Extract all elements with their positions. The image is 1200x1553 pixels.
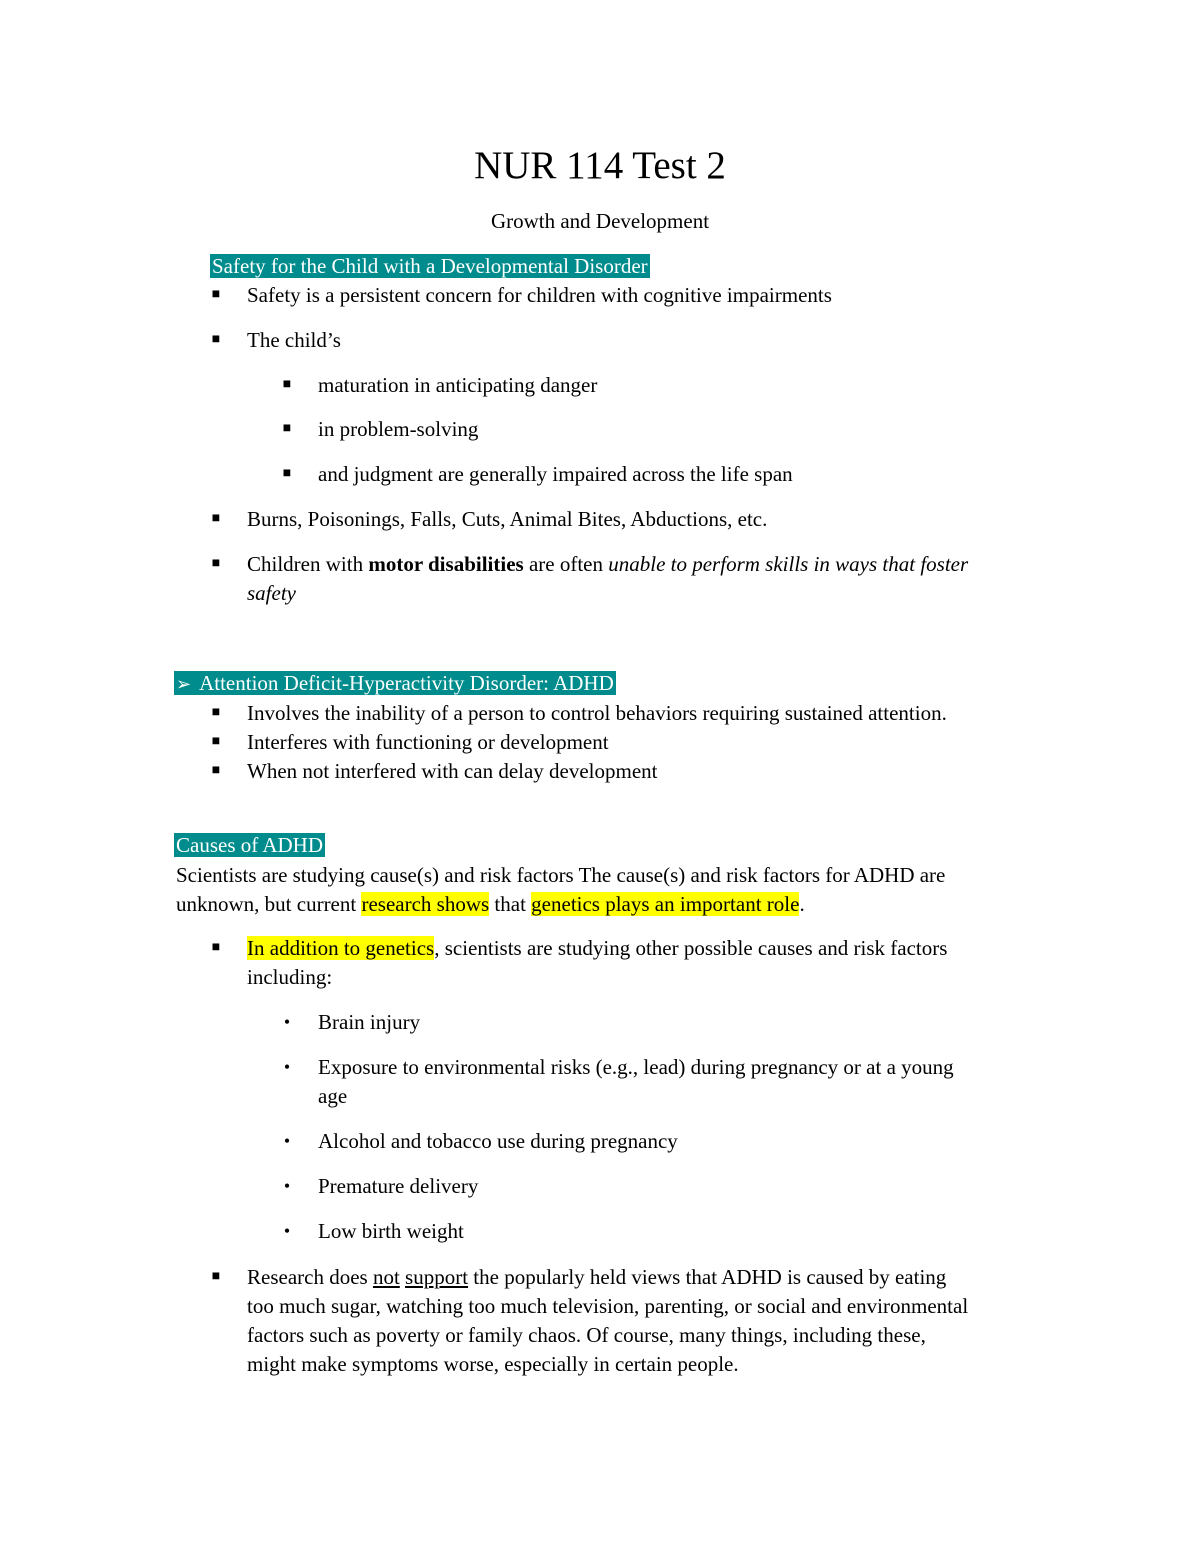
square-bullet-icon: ■ [211,556,221,571]
square-bullet-icon: ■ [211,287,221,302]
arrow-bullet-icon: ➢ [176,674,192,695]
square-bullet-icon: ■ [211,1269,221,1284]
safety-heading [210,252,650,280]
adhd-heading-text: Attention Deficit-Hyperactivity Disorder: ADHD [199,671,614,695]
round-bullet-icon: • [283,1131,291,1151]
page-title: NUR 114 Test 2 [474,144,726,187]
underlined-text: not [372,1265,400,1289]
cause-list-item: Low birth weight [318,1219,464,1243]
italic-text: safety [247,581,296,605]
research-item-continuation: factors such as poverty or family chaos. Of course, many things, including these, [247,1323,926,1347]
cause-list-item: Premature delivery [318,1174,479,1198]
adhd-heading-box [174,671,616,695]
text-run: are often [523,552,609,576]
round-bullet-icon: • [283,1057,291,1077]
cause-list-item-continuation: age [318,1084,348,1108]
square-bullet-icon: ■ [282,421,292,436]
causes-paragraph: Scientists are studying cause(s) and risk factors The cause(s) and risk factors for ADHD are [176,863,946,887]
round-bullet-icon: • [283,1221,291,1241]
bold-text: motor disabilities [368,552,524,576]
square-bullet-icon: ■ [211,734,221,749]
safety-subitem: in problem-solving [318,417,479,441]
research-item-continuation: too much sugar, watching too much television, parenting, or social and environmental [247,1294,969,1318]
research-item-continuation: might make symptoms worse, especially in certain people. [247,1352,739,1376]
square-bullet-icon: ■ [211,705,221,720]
italic-text: unable to perform skills in ways that foster [608,552,969,576]
cause-list-item: Exposure to environmental risks (e.g., lead) during pregnancy or at a young [318,1055,954,1079]
highlighted-text: In addition to genetics [247,936,435,960]
adhd-item: Involves the inability of a person to control behaviors requiring sustained attention. [247,701,947,725]
round-bullet-icon: • [283,1176,291,1196]
text-run: unknown, but current [176,892,362,916]
cause-list-item: Alcohol and tobacco use during pregnancy [318,1129,678,1153]
safety-subitem: and judgment are generally impaired across the life span [318,462,793,486]
adhd-item: Interferes with functioning or development [247,730,609,754]
causes-heading [174,831,325,859]
safety-heading-text: Safety for the Child with a Developmental Disorder [212,254,648,278]
causes-item-continuation: including: [247,965,333,989]
causes-heading-text: Causes of ADHD [176,833,323,857]
square-bullet-icon: ■ [282,466,292,481]
text-run: , scientists are studying other possible causes and risk factors [434,936,948,960]
square-bullet-icon: ■ [282,377,292,392]
round-bullet-icon: • [283,1012,291,1032]
safety-item: Safety is a persistent concern for children with cognitive impairments [247,283,832,307]
square-bullet-icon: ■ [211,940,221,955]
safety-item [247,550,968,578]
square-bullet-icon: ■ [211,332,221,347]
safety-item: The child’s [247,328,341,352]
page-subtitle: Growth and Development [490,209,710,233]
text-run: that [489,892,532,916]
text-run: Children with [247,552,369,576]
causes-paragraph [176,890,805,918]
text-run: the popularly held views that ADHD is caused by eating [468,1265,947,1289]
research-item [247,1263,946,1291]
underlined-text: support [405,1265,469,1289]
square-bullet-icon: ■ [211,511,221,526]
highlighted-text: research shows [361,892,490,916]
cause-list-item: Brain injury [318,1010,421,1034]
text-run: Research does [247,1265,373,1289]
safety-subitem: maturation in anticipating danger [318,373,598,397]
square-bullet-icon: ■ [211,763,221,778]
highlighted-text: genetics plays an important role [531,892,800,916]
safety-item-continuation [247,579,296,607]
causes-item [247,934,947,962]
adhd-heading [174,669,616,699]
safety-item: Burns, Poisonings, Falls, Cuts, Animal Bites, Abductions, etc. [247,507,768,531]
adhd-item: When not interfered with can delay development [247,759,658,783]
text-run: . [799,892,805,916]
